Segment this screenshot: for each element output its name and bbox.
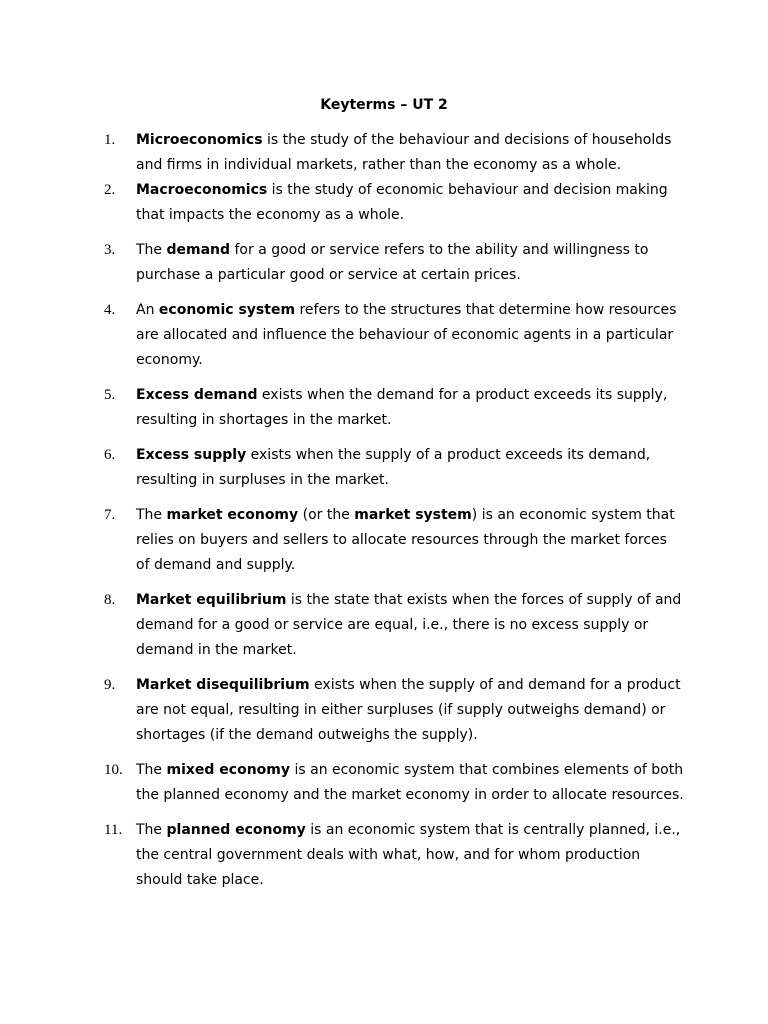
item-number: 11.: [104, 822, 123, 838]
item-number: 5.: [104, 387, 116, 403]
item-definition: is the study of economic behaviour and decision making that impacts the economy as a whole.: [136, 182, 668, 223]
item-definition: for a good or service refers to the ability and willingness to purchase a particular good or service at certain prices.: [136, 242, 649, 283]
list-item: [104, 298, 684, 373]
item-number: 8.: [104, 592, 116, 608]
item-prefix: An: [136, 302, 159, 318]
item-prefix: The: [136, 822, 167, 838]
item-prefix: The: [136, 762, 167, 778]
list-item: [104, 443, 684, 493]
key-term-secondary: market system: [354, 507, 472, 523]
item-number: 9.: [104, 677, 116, 693]
item-prefix: The: [136, 507, 167, 523]
list-item: [104, 238, 684, 288]
item-number: 7.: [104, 507, 116, 523]
item-number: 3.: [104, 242, 116, 258]
item-definition: is the study of the behaviour and decisions of households and firms in individual markets, rather than the economy as a whole.: [136, 132, 672, 173]
key-term: mixed economy: [166, 762, 291, 778]
list-item: [104, 758, 684, 808]
item-number: 10.: [104, 762, 123, 778]
key-term: Macroeconomics: [136, 182, 268, 198]
item-definition: is the state that exists when the forces of supply of and demand for a good or service are equal, i.e., there is no excess supply or demand in the market.: [136, 592, 682, 658]
key-term: economic system: [158, 302, 296, 318]
list-item: [104, 383, 684, 433]
key-term: Excess demand: [136, 387, 258, 403]
page-title: Keyterms – UT 2: [320, 97, 448, 113]
list-item: [104, 503, 684, 578]
item-definition: exists when the supply of and demand for a product are not equal, resulting in either surpluses (if supply outweighs demand) or shortages (if the demand outweighs the supply).: [136, 677, 681, 743]
item-prefix: The: [136, 242, 167, 258]
item-number: 4.: [104, 302, 116, 318]
item-middle: (or the: [298, 507, 355, 523]
item-definition: exists when the supply of a product exceeds its demand, resulting in surpluses in the market.: [136, 447, 651, 488]
list-item: [104, 128, 684, 178]
key-term: Market disequilibrium: [136, 677, 310, 693]
list-item: [104, 178, 684, 228]
item-definition: exists when the demand for a product exceeds its supply, resulting in shortages in the market.: [136, 387, 668, 428]
list-item: [104, 588, 684, 663]
list-item: [104, 818, 684, 893]
key-term: Market equilibrium: [136, 592, 287, 608]
item-definition: is an economic system that combines elements of both the planned economy and the market economy in order to allocate resources.: [136, 762, 684, 803]
list-item: [104, 673, 684, 748]
key-term: market economy: [166, 507, 299, 523]
key-term: planned economy: [166, 822, 306, 838]
item-definition: ) is an economic system that relies on buyers and sellers to allocate resources through the market forces of demand and supply.: [136, 507, 675, 573]
item-definition: refers to the structures that determine how resources are allocated and influence the behaviour of economic agents in a particular economy.: [136, 302, 677, 368]
keyterm-list: [104, 128, 684, 903]
key-term: demand: [166, 242, 231, 258]
item-number: 6.: [104, 447, 116, 463]
item-number: 2.: [104, 182, 116, 198]
item-number: 1.: [104, 132, 116, 148]
key-term: Microeconomics: [136, 132, 263, 148]
key-term: Excess supply: [136, 447, 247, 463]
item-definition: is an economic system that is centrally planned, i.e., the central government deals with what, how, and for whom production should take place.: [136, 822, 681, 888]
